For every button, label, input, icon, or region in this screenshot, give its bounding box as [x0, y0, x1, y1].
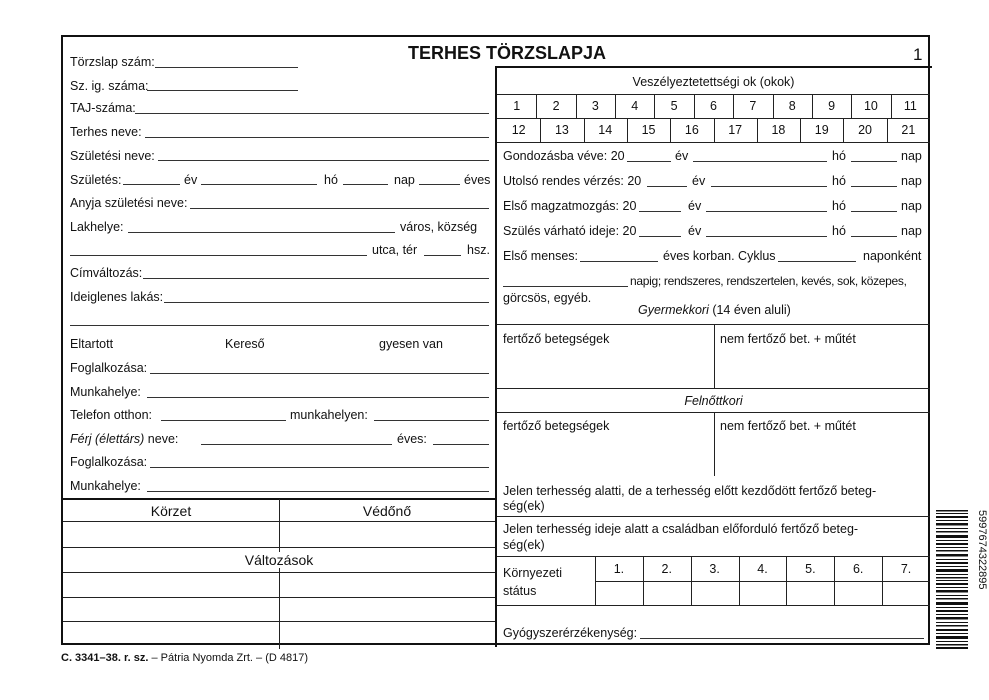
risk-row1-cell[interactable]: 2: [552, 99, 560, 113]
foglalkozasa-field[interactable]: [150, 373, 489, 374]
page-number: 1: [913, 45, 923, 64]
risk-row1-divider: [773, 94, 774, 118]
status-value-cell[interactable]: [739, 582, 787, 605]
jelen-2-bottom-line: [497, 556, 930, 557]
szules-varhato-month-field[interactable]: [706, 236, 827, 237]
munkahelyen-label: munkahelyen:: [290, 408, 368, 422]
szuletes-label: Születés:: [70, 173, 122, 187]
utolso-verzes-day-field[interactable]: [851, 186, 897, 187]
szuletesi-neve-label: Születési neve:: [70, 149, 155, 163]
status-value-cell[interactable]: [786, 582, 834, 605]
barcode-digits: 5997674322895: [976, 510, 988, 590]
gondozasba-day-field[interactable]: [851, 161, 897, 162]
status-value-cell[interactable]: [643, 582, 691, 605]
kornyezeti-label-1: Környezeti: [503, 566, 563, 580]
szuletes-nap-field[interactable]: [419, 184, 460, 185]
neve-label: neve:: [144, 432, 179, 446]
risk-row2-cell[interactable]: 18: [771, 123, 786, 137]
form-title: TERHES TÖRZSLAPJA: [408, 43, 607, 63]
elso-menses-label: Első menses:: [503, 249, 579, 263]
telefon-otthon-field[interactable]: [161, 420, 286, 421]
kornyezeti-label-2: státus: [503, 584, 537, 598]
risk-row1-cell[interactable]: 6: [710, 99, 717, 113]
munkahelyen-field[interactable]: [374, 420, 489, 421]
gyermekkori-label: Gyermekkori: [638, 303, 709, 317]
ferj-neve-label: [70, 432, 178, 446]
gyermek-divider: [714, 325, 715, 388]
gondozasba-label: Gondozásba véve: 20: [503, 149, 625, 163]
risk-row2-divider: [584, 118, 585, 142]
szuletes-ev-field[interactable]: [201, 184, 317, 185]
lakhelye-label: Lakhelye:: [70, 220, 124, 234]
foglalkozasa-label: Foglalkozása:: [70, 361, 148, 375]
risk-row1-cell[interactable]: 3: [591, 99, 599, 113]
valtozasok-top-line: [63, 547, 495, 548]
risk-header-line: [497, 94, 930, 95]
varos-kozseg-label: város, község: [400, 220, 478, 234]
risk-row1-cell[interactable]: 5: [670, 99, 678, 113]
status-col-header: 2.: [661, 562, 672, 576]
risk-row1-divider: [615, 94, 616, 118]
risk-row2-divider: [714, 118, 715, 142]
szuletes-ev-label: év: [184, 173, 198, 187]
status-divider: [643, 557, 644, 605]
korzet-header: Körzet: [150, 503, 192, 519]
magzatmozgas-day-field[interactable]: [851, 211, 897, 212]
felnott-nem-fertozo-label: nem fertőző bet. + műtét: [720, 419, 856, 433]
barcode-bars: [936, 510, 968, 649]
terhes-neve-label: Terhes neve:: [70, 125, 142, 139]
munkahelye-field[interactable]: [147, 397, 489, 398]
valtozasok-row-1: [63, 572, 495, 573]
taj-szama-field[interactable]: [135, 113, 489, 114]
ideiglenes-lakas-field-2[interactable]: [70, 325, 489, 326]
szuletesi-neve-field[interactable]: [158, 160, 489, 161]
utca-ter-label: utca, tér: [372, 243, 418, 257]
tizennegy-label: (14 éven aluli): [708, 303, 791, 317]
risk-row2-divider: [540, 118, 541, 142]
risk-row1-divider: [694, 94, 695, 118]
ferj-label: Férj (élettárs): [70, 432, 145, 446]
gyermek-nem-fertozo-label: nem fertőző bet. + műtét: [720, 332, 856, 346]
status-value-cell[interactable]: [691, 582, 739, 605]
szuletes-place-field[interactable]: [123, 184, 180, 185]
status-col-header: 4.: [757, 562, 768, 576]
right-top-border: [495, 66, 932, 68]
risk-row2-cell[interactable]: 17: [728, 123, 743, 137]
footer-publisher: – Pátria Nyomda Zrt. – (D 4817): [148, 652, 309, 664]
footer-code: C. 3341–38. r. sz.: [61, 652, 149, 664]
magzatmozgas-label: Első magzatmozgás: 20: [503, 199, 637, 213]
footer: [61, 652, 308, 664]
risk-row2-cell[interactable]: 20: [858, 123, 872, 137]
risk-row1-cell[interactable]: 10: [863, 99, 878, 113]
lakhelye-field[interactable]: [128, 232, 395, 233]
cimvaltozas-label: Címváltozás:: [70, 266, 143, 280]
status-divider: [739, 557, 740, 605]
ferj-munkahelye-field[interactable]: [147, 491, 489, 492]
risk-row1-divider: [812, 94, 813, 118]
risk-row2-divider: [757, 118, 758, 142]
risk-row1-divider: [654, 94, 655, 118]
risk-row2-cell[interactable]: 14: [598, 123, 613, 137]
szuletes-eves-label: éves: [464, 173, 491, 187]
risk-row2-divider: [843, 118, 844, 142]
elso-menses-field[interactable]: [580, 261, 658, 262]
risk-row1-divider: [576, 94, 577, 118]
anyja-neve-field[interactable]: [190, 208, 489, 209]
cimvaltozas-field[interactable]: [143, 278, 489, 279]
torzslap-szam-field[interactable]: [155, 67, 298, 68]
felnott-divider: [714, 413, 715, 476]
szules-varhato-label: Szülés várható ideje: 20: [503, 224, 637, 238]
ferj-eves-label: éves:: [397, 432, 427, 446]
felnott-fertozo-label: fertőző betegségek: [503, 419, 610, 433]
szig-szama-field[interactable]: [147, 90, 298, 91]
gyermekkori-header: [638, 303, 791, 317]
risk-row2-divider: [887, 118, 888, 142]
szules-varhato-day-field[interactable]: [851, 236, 897, 237]
risk-row2-cell[interactable]: 15: [641, 123, 656, 137]
ferj-foglalkozasa-label: Foglalkozása:: [70, 455, 148, 469]
utolso-verzes-year-field[interactable]: [647, 186, 687, 187]
szuletes-ho-label: hó: [324, 173, 338, 187]
jelen-terhesseg-1b: ség(ek): [503, 499, 545, 513]
magzatmozgas-ev-label: év: [688, 199, 702, 213]
ferj-neve-field[interactable]: [201, 444, 392, 445]
risk-row1-divider: [536, 94, 537, 118]
status-col-header: 5.: [805, 562, 816, 576]
ideiglenes-lakas-label: Ideiglenes lakás:: [70, 290, 164, 304]
gyermek-fertozo-label: fertőző betegségek: [503, 332, 610, 346]
ferj-munkahelye-label: Munkahelye:: [70, 479, 141, 493]
risk-bottom-line: [497, 142, 930, 143]
risk-row2-divider: [627, 118, 628, 142]
torzslap-szam-label: Törzslap szám:: [70, 55, 155, 69]
status-value-cell[interactable]: [882, 582, 930, 605]
status-col-header: 6.: [852, 562, 864, 576]
risk-row1-cell[interactable]: 7: [749, 99, 757, 113]
vedono-header: Védőnő: [362, 503, 412, 519]
risk-row1-cell[interactable]: 8: [788, 99, 796, 113]
risk-row2-cell[interactable]: 19: [814, 123, 829, 137]
szules-varhato-ho-label: hó: [832, 224, 846, 238]
szig-szama-label: Sz. ig. száma:: [70, 79, 149, 93]
gorcsos-text: görcsös, egyéb.: [503, 291, 592, 305]
status-value-cell[interactable]: [834, 582, 882, 605]
risk-row1-cell[interactable]: 1: [513, 99, 521, 113]
status-col-header: 1.: [613, 562, 625, 576]
jelen-terhesseg-2b: ség(ek): [503, 538, 545, 552]
korzet-row-line: [63, 521, 495, 522]
risk-row2-cell[interactable]: 21: [901, 123, 916, 137]
gondozasba-nap-label: nap: [901, 149, 922, 163]
magzatmozgas-nap-label: nap: [901, 199, 922, 213]
utca-field[interactable]: [70, 255, 367, 256]
gondozasba-month-field[interactable]: [693, 161, 827, 162]
risk-row1-cell[interactable]: 9: [828, 99, 836, 113]
gondozasba-year-field[interactable]: [627, 161, 671, 162]
anyja-neve-label: Anyja születési neve:: [70, 196, 188, 210]
valtozasok-row-3: [63, 621, 495, 622]
gyogyszer-field[interactable]: [640, 638, 924, 639]
valtozasok-row-2: [63, 597, 495, 598]
status-divider: [786, 557, 787, 605]
gondozasba-ho-label: hó: [832, 149, 846, 163]
status-divider: [882, 557, 883, 605]
utolso-verzes-label: Utolsó rendes vérzés: 20: [503, 174, 642, 188]
szules-varhato-ev-label: év: [688, 224, 702, 238]
utolso-verzes-month-field[interactable]: [711, 186, 827, 187]
status-col-header: 3.: [709, 562, 720, 576]
eves-korban-label: éves korban. Cyklus: [663, 249, 776, 263]
gondozasba-ev-label: év: [675, 149, 689, 163]
naponkent-label: naponként: [863, 249, 922, 263]
gyermekkori-bottom-line: [497, 388, 930, 389]
form-frame: [61, 35, 930, 645]
szuletes-ho-field[interactable]: [343, 184, 388, 185]
munkahelye-label: Munkahelye:: [70, 385, 141, 399]
gyogyszer-label: Gyógyszerérzékenység:: [503, 626, 638, 640]
gyesen-van-option[interactable]: gyesen van: [379, 337, 443, 351]
risk-row2-cell[interactable]: 12: [511, 123, 526, 137]
column-divider: [495, 66, 497, 647]
hsz-label: hsz.: [467, 243, 490, 257]
risk-row2-cell[interactable]: 13: [554, 123, 569, 137]
status-divider: [691, 557, 692, 605]
eltartott-option[interactable]: Eltartott: [70, 337, 114, 351]
valtozasok-header: Változások: [63, 552, 495, 568]
jelen-1-bottom-line: [497, 516, 930, 517]
napig-field[interactable]: [503, 286, 628, 287]
ferj-eves-field[interactable]: [433, 444, 489, 445]
status-divider: [834, 557, 835, 605]
cyklus-field[interactable]: [778, 261, 856, 262]
risk-row2-divider: [670, 118, 671, 142]
risk-row2-divider: [800, 118, 801, 142]
ferj-foglalkozasa-field[interactable]: [150, 467, 489, 468]
taj-szama-label: TAJ-száma:: [70, 101, 136, 115]
szuletes-nap-label: nap: [394, 173, 415, 187]
status-value-cell[interactable]: [595, 582, 643, 605]
napig-text: napig; rendszeres, rendszertelen, kevés, sok, közepes,: [630, 274, 907, 288]
szules-varhato-year-field[interactable]: [639, 236, 681, 237]
felnottkori-header: Felnőttkori: [684, 394, 743, 408]
kereso-option[interactable]: Kereső: [225, 337, 265, 351]
szules-varhato-nap-label: nap: [901, 224, 922, 238]
risk-row1-divider: [733, 94, 734, 118]
risk-row1-divider: [891, 94, 892, 118]
utolso-verzes-ev-label: év: [692, 174, 706, 188]
risk-row2-cell[interactable]: 16: [684, 123, 699, 137]
jelen-terhesseg-2a: Jelen terhesség ideje alatt a családban előforduló fertőző beteg-: [503, 522, 859, 536]
status-col-header: 7.: [900, 562, 912, 576]
jelen-terhesseg-1a: Jelen terhesség alatti, de a terhesség előtt kezdődött fertőző beteg-: [503, 484, 877, 498]
magzatmozgas-ho-label: hó: [832, 199, 846, 213]
risk-row1-cell[interactable]: 4: [631, 99, 639, 113]
barcode: [936, 510, 988, 650]
telefon-otthon-label: Telefon otthon:: [70, 408, 153, 422]
magzatmozgas-month-field[interactable]: [706, 211, 827, 212]
ideiglenes-lakas-field[interactable]: [164, 302, 489, 303]
terhes-neve-field[interactable]: [145, 137, 489, 138]
magzatmozgas-year-field[interactable]: [639, 211, 681, 212]
risk-row1-cell[interactable]: 11: [903, 99, 917, 113]
utolso-verzes-nap-label: nap: [901, 174, 922, 188]
risk-row1-divider: [851, 94, 852, 118]
status-bottom-line: [497, 605, 930, 606]
risk-header: Veszélyeztetettségi ok (okok): [632, 75, 795, 89]
hsz-field[interactable]: [424, 255, 461, 256]
utolso-verzes-ho-label: hó: [832, 174, 846, 188]
